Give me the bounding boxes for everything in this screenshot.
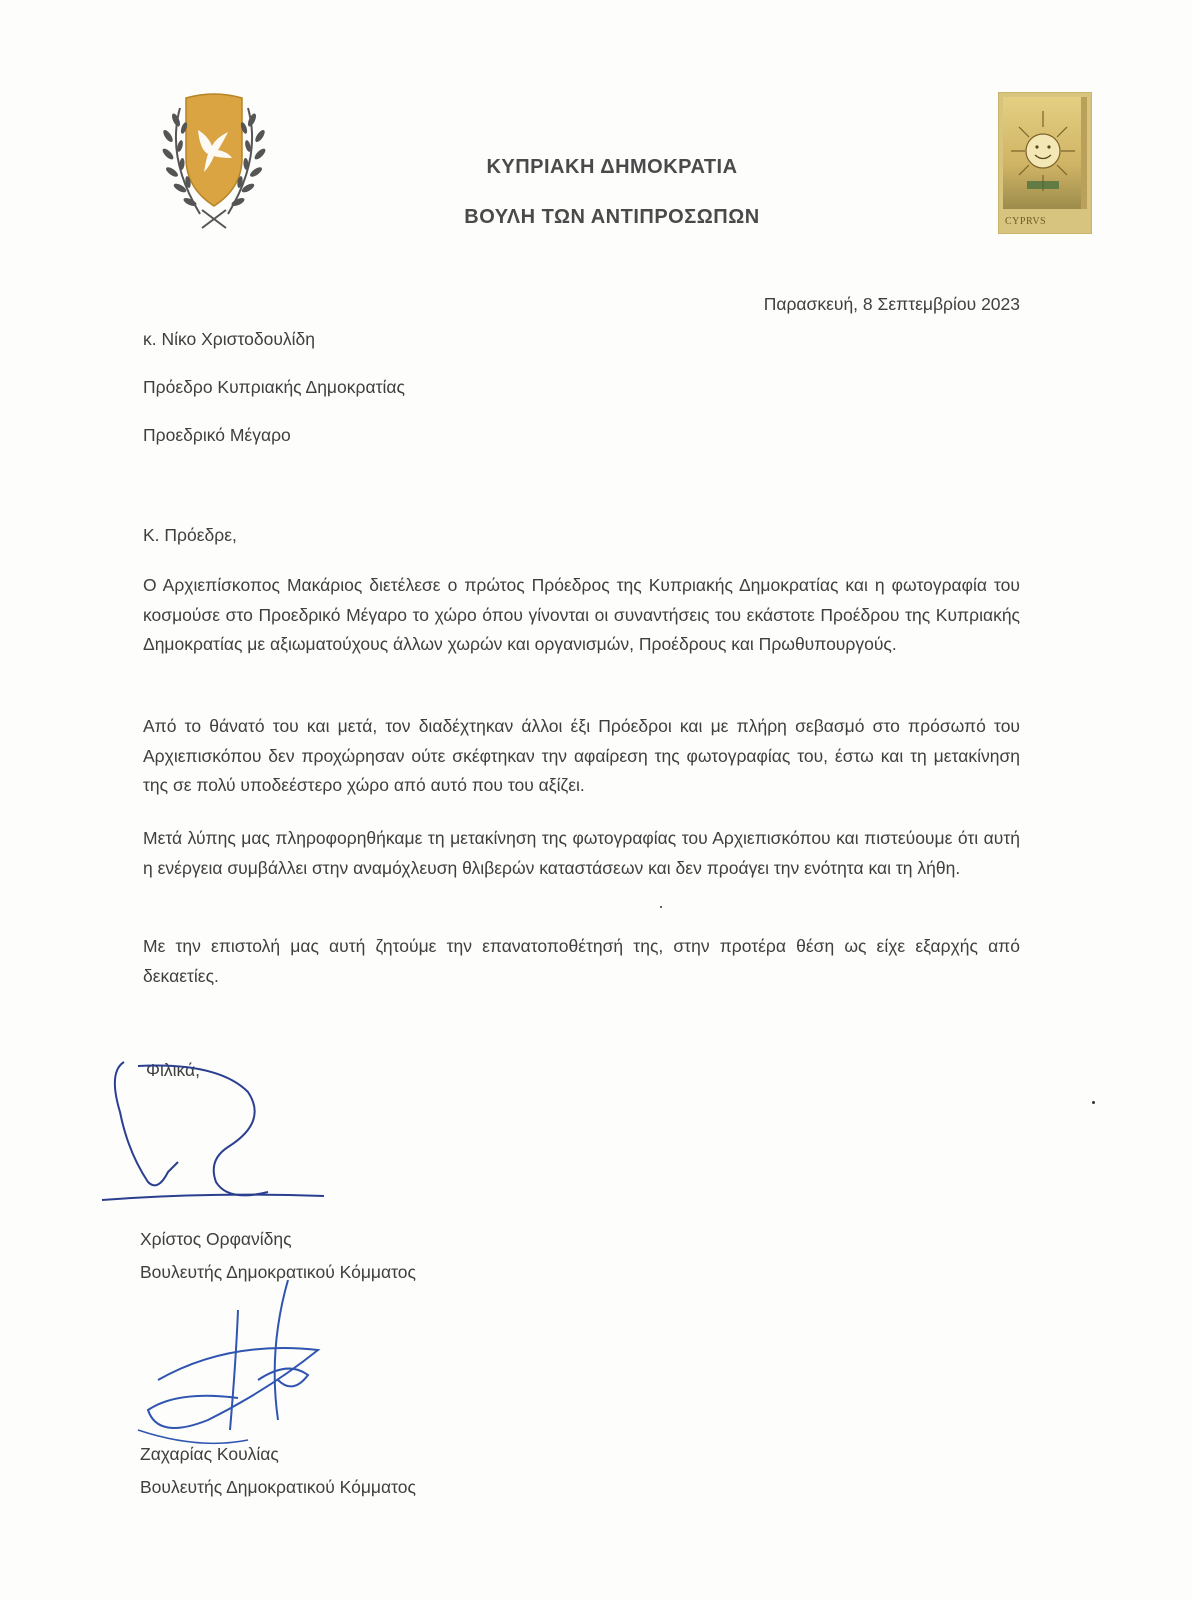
- recipient-name: κ. Νίκο Χριστοδουλίδη: [143, 329, 316, 349]
- scan-speck: [1092, 1101, 1095, 1104]
- sun-face-icon: [1003, 97, 1083, 207]
- body-paragraph: Με την επιστολή μας αυτή ζητούμε την επανατοποθέτησή της, στην προτέρα θέση ως είχε εξαρχής από δεκαετίες.: [143, 936, 1020, 986]
- scan-speck: [660, 906, 662, 908]
- header-country: ΚΥΠΡΙΑΚΗ ΔΗΜΟΚΡΑΤΙΑ: [486, 156, 738, 178]
- letter-date: Παρασκευή, 8 Σεπτεμβρίου 2023: [763, 294, 1020, 314]
- body-paragraph: Μετά λύπης μας πληροφορηθήκαμε τη μετακίνηση της φωτογραφίας του Αρχιεπισκόπου και πιστεύουμε ότι αυτή η ενέργεια συμβάλλει στην αναμόχλευση θλιβερών καταστάσεων και δεν προάγει την ενότητα και τη λήθη.: [143, 828, 1020, 878]
- signer-name: Ζαχαρίας Κουλίας: [140, 1444, 279, 1464]
- signer-name: Χρίστος Ορφανίδης: [140, 1229, 292, 1249]
- stamp-artwork: [1003, 97, 1087, 209]
- stamp-country-label: CYPRVS: [1005, 216, 1047, 227]
- signature-orfanidis: [98, 1052, 328, 1212]
- body-paragraph: Ο Αρχιεπίσκοπος Μακάριος διετέλεσε ο πρώτος Πρόεδρος της Κυπριακής Δημοκρατίας και η φωτογραφία του κοσμούσε στο Προεδρικό Μέγαρο το χώρο όπου γίνονται οι συναντήσεις του εκάστοτε Προέδρου της Κυπριακής Δημοκρατίας με αξιωματούχους άλλων χωρών και οργανισμών, Προέδρους και Πρωθυπουργούς.: [143, 575, 1020, 654]
- coat-of-arms-emblem: [154, 88, 274, 238]
- signer-title: Βουλευτής Δημοκρατικού Κόμματος: [140, 1477, 416, 1497]
- recipient-address: Προεδρικό Μέγαρο: [143, 425, 291, 445]
- body-paragraph: Από το θάνατό του και μετά, τον διαδέχτηκαν άλλοι έξι Πρόεδροι και με πλήρη σεβασμό στο πρόσωπό του Αρχιεπισκόπου δεν προχώρησαν ούτε σκέφτηκαν την αφαίρεση της φωτογραφίας του, έστω και τη μετακίνηση της σε πολύ υποδεέστερο χώρο από αυτό που του αξίζει.: [143, 716, 1020, 795]
- closing: Φιλικά,: [146, 1060, 201, 1080]
- recipient-title: Πρόεδρο Κυπριακής Δημοκρατίας: [143, 377, 405, 397]
- signer-title: Βουλευτής Δημοκρατικού Κόμματος: [140, 1262, 416, 1282]
- salutation: Κ. Πρόεδρε,: [143, 525, 237, 545]
- postage-stamp: [998, 92, 1092, 234]
- header-institution: ΒΟΥΛΗ ΤΩΝ ΑΝΤΙΠΡΟΣΩΠΩΝ: [464, 206, 760, 228]
